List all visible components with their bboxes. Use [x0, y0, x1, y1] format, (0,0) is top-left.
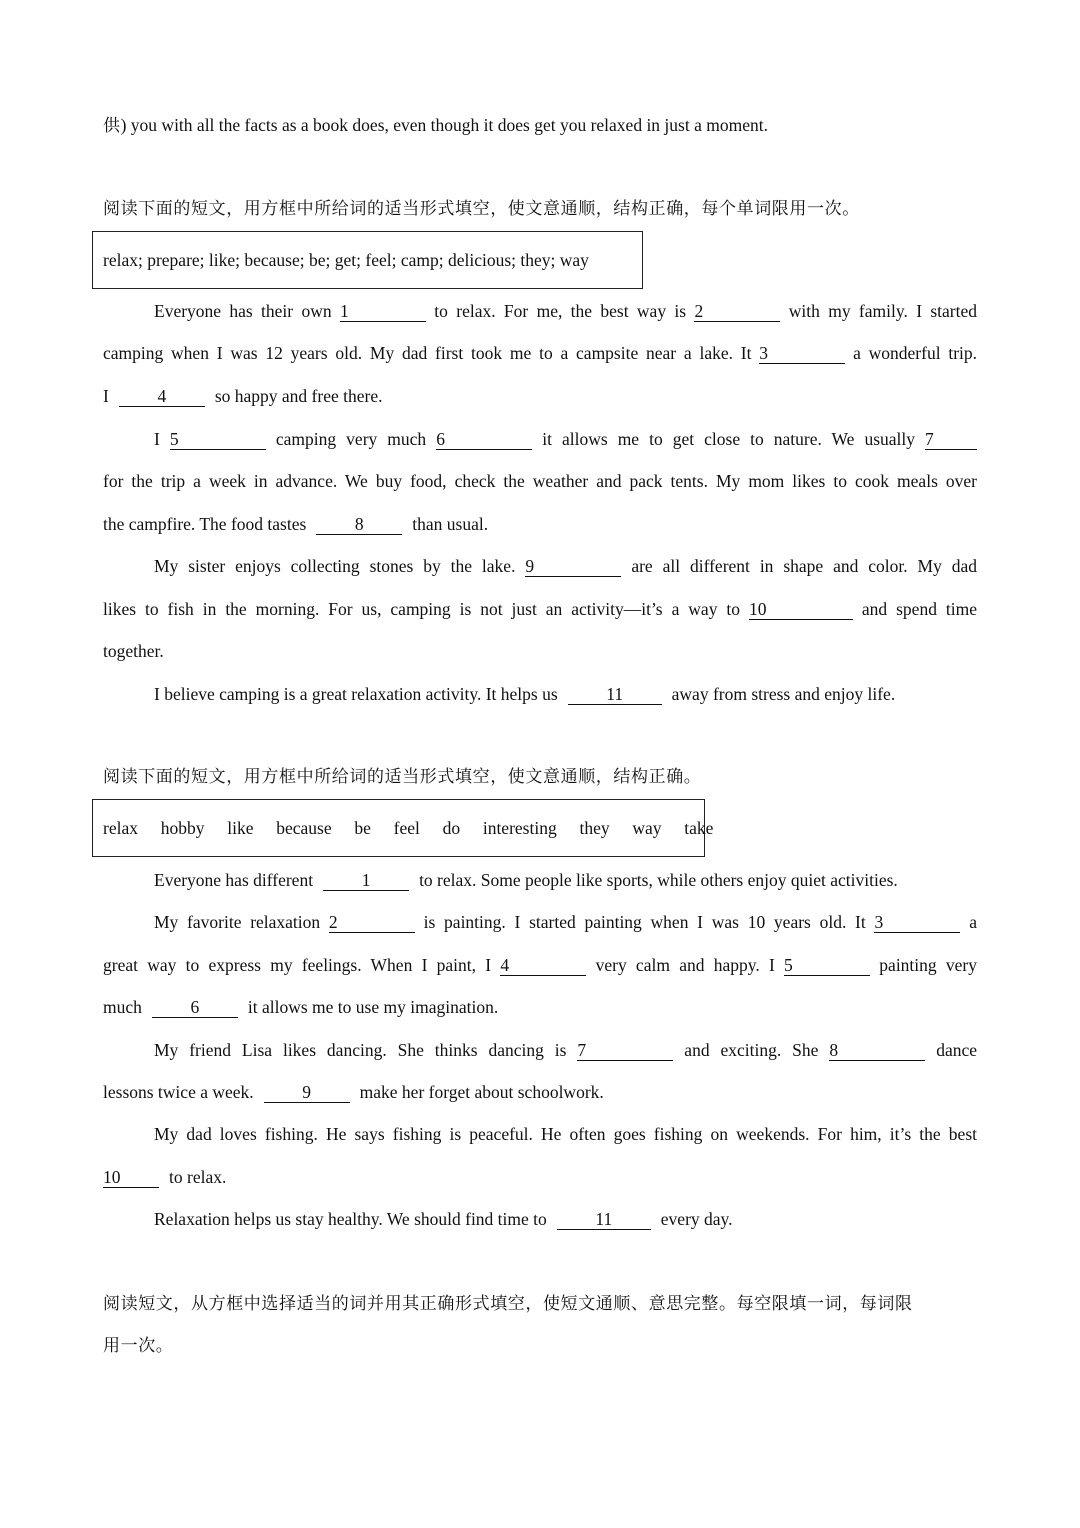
s1-p4-line1: I believe camping is a great relaxation activity. It helps us 11 away from stress and enjoy life.: [154, 684, 896, 704]
blank-10[interactable]: 10: [103, 1168, 159, 1188]
blank-10[interactable]: 10: [749, 600, 853, 620]
s2-p4-line2: 10 to relax.: [103, 1167, 227, 1187]
continued-text-line: 供) you with all the facts as a book does, even though it does get you relaxed in just a moment.: [103, 115, 768, 136]
blank-7[interactable]: 7: [577, 1041, 673, 1061]
s1-p3-line2: likes to fish in the morning. For us, camping is not just an activity—it’s a way to 10 and spend time: [103, 599, 978, 619]
blank-3[interactable]: 3: [759, 344, 845, 364]
s2-p4-line1: My dad loves fishing. He says fishing is peaceful. He often goes fishing on weekends. For him, it’s the best: [154, 1124, 977, 1144]
s2-p3-line1: My friend Lisa likes dancing. She thinks dancing is 7 and exciting. She 8 dance: [154, 1040, 978, 1060]
blank-6[interactable]: 6: [436, 430, 532, 450]
blank-5[interactable]: 5: [784, 956, 870, 976]
s2-p1-line1: Everyone has different 1 to relax. Some people like sports, while others enjoy quiet activities.: [154, 870, 898, 890]
s1-p1-line2: camping when I was 12 years old. My dad first took me to a campsite near a lake. It 3 a wonderful trip.: [103, 343, 978, 363]
blank-9[interactable]: 9: [264, 1083, 350, 1103]
blank-3[interactable]: 3: [874, 913, 960, 933]
word-box-text: relax; prepare; like; because; be; get; feel; camp; delicious; they; way: [103, 250, 589, 270]
blank-4[interactable]: 4: [500, 956, 586, 976]
s1-p2-line1: I 5 camping very much 6 it allows me to get close to nature. We usually 7: [154, 427, 977, 451]
s1-p1-line3: I 4 so happy and free there.: [103, 386, 383, 406]
blank-8[interactable]: 8: [316, 515, 402, 535]
s1-p1-line1: Everyone has their own 1 to relax. For me, the best way is 2 with my family. I started: [154, 301, 978, 321]
s2-p3-line2: lessons twice a week. 9 make her forget about schoolwork.: [103, 1082, 604, 1102]
blank-1[interactable]: 1: [323, 871, 409, 891]
word-box-text: relax hobby like because be feel do interesting they way take: [103, 818, 714, 838]
section1-instruction: 阅读下面的短文，用方框中所给词的适当形式填空，使文意通顺，结构正确，每个单词限用一次。: [103, 199, 860, 219]
s1-p2-line3: the campfire. The food tastes 8 than usual.: [103, 514, 489, 534]
blank-1[interactable]: 1: [340, 302, 426, 322]
section1-word-box: [92, 231, 643, 289]
blank-2[interactable]: 2: [694, 302, 780, 322]
s2-p5-line1: Relaxation helps us stay healthy. We should find time to 11 every day.: [154, 1209, 733, 1229]
s1-p3-line3: together.: [103, 641, 164, 661]
section2-instruction: 阅读下面的短文，用方框中所给词的适当形式填空，使文意通顺，结构正确。: [103, 767, 702, 787]
blank-8[interactable]: 8: [829, 1041, 925, 1061]
blank-5[interactable]: 5: [170, 430, 266, 450]
blank-2[interactable]: 2: [329, 913, 415, 933]
blank-9[interactable]: 9: [525, 557, 621, 577]
s2-p2-line3: much 6 it allows me to use my imagination.: [103, 997, 499, 1017]
blank-11[interactable]: 11: [557, 1210, 651, 1230]
section3-instruction-line1: 阅读短文，从方框中选择适当的词并用其正确形式填空，使短文通顺、意思完整。每空限填一词，每词限: [103, 1294, 913, 1314]
s1-p2-line2: for the trip a week in advance. We buy food, check the weather and pack tents. My mom likes to cook meals over: [103, 471, 977, 491]
blank-11[interactable]: 11: [568, 685, 662, 705]
s1-p3-line1: My sister enjoys collecting stones by the lake. 9 are all different in shape and color. My dad: [154, 556, 978, 576]
blank-6[interactable]: 6: [152, 998, 238, 1018]
section3-instruction-line2: 用一次。: [103, 1336, 174, 1356]
section2-word-box: [92, 799, 714, 857]
blank-4[interactable]: 4: [119, 387, 205, 407]
blank-7[interactable]: 7: [925, 430, 977, 450]
s2-p2-line2: great way to express my feelings. When I paint, I 4 very calm and happy. I 5 painting very: [103, 955, 977, 975]
s2-p2-line1: My favorite relaxation 2 is painting. I started painting when I was 10 years old. It 3 a: [154, 912, 977, 932]
